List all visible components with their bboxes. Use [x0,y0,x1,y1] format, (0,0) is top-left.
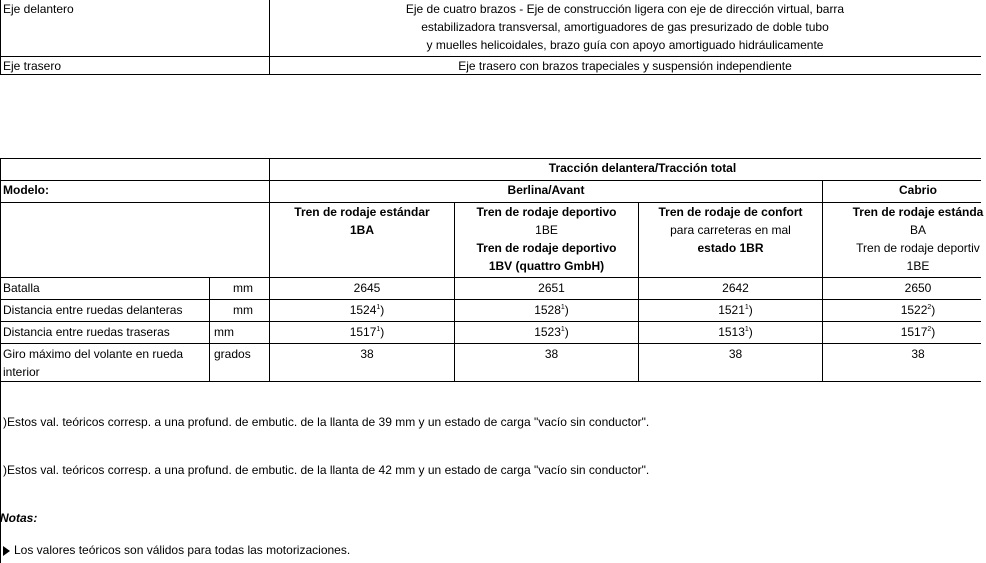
front-axle-desc-line-3: y muelles helicoidales, brazo guía con apoyo amortiguado hidráulicamente [426,38,824,52]
notes-title: Notas: [0,511,38,525]
berlina-avant-header: Berlina/Avant [507,183,585,197]
table-cell: 1521$^1$) [718,303,753,317]
table-cell: 1517$^2$) [900,325,936,339]
model-label: Modelo: [3,183,49,197]
table-rule-batalla [0,277,981,278]
table-cell: 2645 [353,281,381,295]
col-standard-title: Tren de rodaje estándar [294,205,430,219]
table-cell: 38 [544,347,559,361]
row-label-front-track: Distancia entre ruedas delanteras [3,303,183,317]
footnote-1: )Estos val. teóricos corresp. a una profund. de embutic. de la llanta de 39 mm y un estado de carga "vacío sin conductor". [3,415,650,429]
table-cell: 2642 [722,281,749,295]
rear-axle-label: Eje trasero [3,59,62,73]
left-border-table [0,158,1,382]
table-cell: 1513$^1$) [718,325,753,339]
col-cabrio-title: Tren de rodaje estánda [852,205,984,219]
col-cabrio-code-2: 1BE [906,259,930,273]
col-comfort-desc: para carreteras en mal [670,223,791,237]
unit-col-divider [209,277,210,382]
table-cell: 1528$^1$) [534,303,569,317]
rear-axle-desc: Eje trasero con brazos trapeciales y suspensión independiente [458,59,792,73]
front-axle-label: Eje delantero [3,2,74,16]
front-axle-desc-line-1: Eje de cuatro brazos - Eje de construcción ligera con eje de dirección virtual, barra [405,2,845,16]
row-label-rear-track: Distancia entre ruedas traseras [3,325,170,339]
col-sport-code: 1BE [535,223,558,237]
table-cell: 38 [360,347,374,361]
table-cell: 38 [728,347,743,361]
col-sport-code-2: 1BV (quattro GmbH) [488,259,605,273]
cabrio-header: Cabrio [898,183,937,197]
col-cabrio-code: BA [909,223,926,237]
row-unit-steering: grados [214,347,251,361]
row-label-steering: Giro máximo del volante en rueda [3,347,184,361]
front-axle-desc-line-2: estabilizadora transversal, amortiguadores de gas presurizado de doble tubo [421,20,829,34]
row-unit-batalla: mm [233,281,253,295]
col-cabrio-title-2: Tren de rodaje deportiv [856,241,980,255]
table-cell: 1523$^1$) [534,325,569,339]
col-sport-title: Tren de rodaje deportivo [476,205,617,219]
footnote-2: )Estos val. teóricos corresp. a una profund. de embutic. de la llanta de 42 mm y un estado de carga "vacío sin conductor". [3,463,650,477]
table-cell: 2651 [538,281,565,295]
left-border-top [0,0,1,75]
table-rule-rear-track [0,321,981,322]
table-cell: 1522$^2$) [900,303,936,317]
table-rule-bottom [0,381,981,382]
bullet-arrow-icon [3,546,10,556]
left-border-bottom [0,382,1,563]
row-unit-front-track: mm [233,303,253,317]
col-sport-title-2: Tren de rodaje deportivo [476,241,617,255]
note-item: Los valores teóricos son válidos para todas las motorizaciones. [14,543,351,557]
table-rule-steering [0,343,981,344]
col-comfort-title: Tren de rodaje de confort [658,205,803,219]
table-cell: 1517$^1$) [349,325,385,339]
table-cell: 2650 [904,281,932,295]
table-rule-front-track [0,299,981,300]
row-label-batalla: Batalla [3,281,40,295]
traction-header: Tracción delantera/Tracción total [548,161,737,175]
col-comfort-code: estado 1BR [697,241,764,255]
col-standard-code: 1BA [349,223,374,237]
table-cell: 38 [911,347,925,361]
table-cell: 1524$^1$) [349,303,385,317]
row-unit-rear-track: mm [214,325,234,339]
row-label-steering-2: interior [3,365,40,379]
